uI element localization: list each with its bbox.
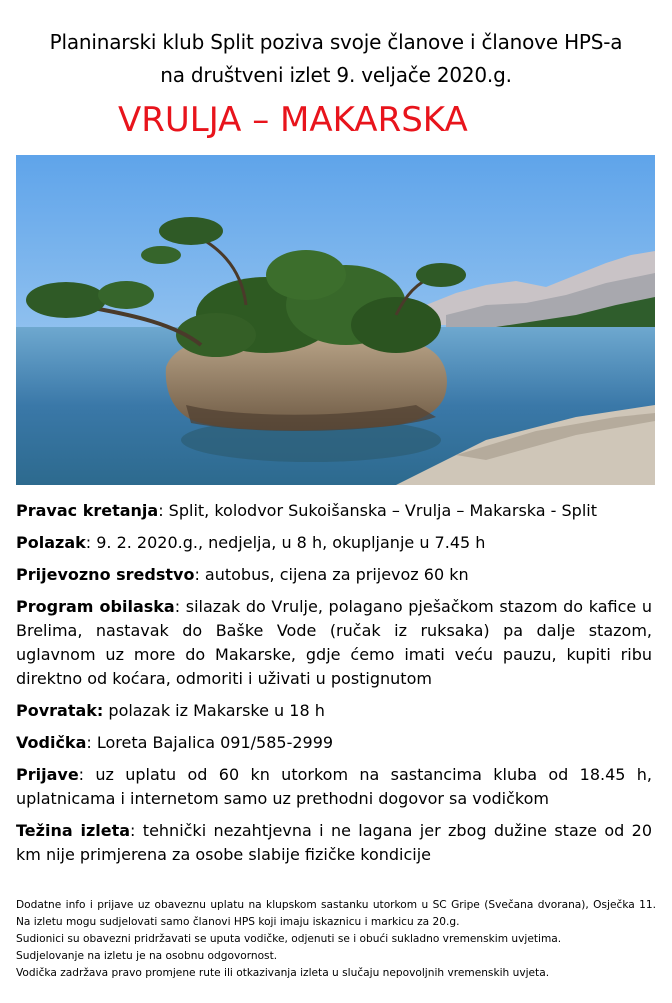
- detail-label: Vodička: [16, 733, 87, 752]
- detail-label: Povratak:: [16, 701, 104, 720]
- detail-guide: [16, 731, 652, 755]
- detail-value: polazak iz Makarske u 18 h: [103, 701, 325, 720]
- note-responsibility: Sudjelovanje na izletu je na osobnu odgovornost.: [16, 950, 278, 962]
- detail-label: Polazak: [16, 533, 86, 552]
- trip-photo: [16, 155, 655, 485]
- detail-label: Prijave: [16, 765, 79, 784]
- detail-transport: [16, 563, 652, 587]
- detail-value: : Split, kolodvor Sukoišanska – Vrulja – Makarska - Split: [158, 501, 597, 520]
- detail-value: : autobus, cijena za prijevoz 60 kn: [194, 565, 469, 584]
- detail-difficulty: [16, 819, 652, 867]
- detail-route: [16, 499, 652, 523]
- detail-label: Pravac kretanja: [16, 501, 159, 520]
- detail-label: Program obilaska: [16, 597, 175, 616]
- note-rules: Sudionici su obavezni pridržavati se uputa vodičke, odjenuti se i obući sukladno vremenskim uvjetima.: [16, 933, 562, 945]
- detail-value: : tehnički nezahtjevna i ne lagana jer zbog dužine staze od 20 km nije primjerena za osobe slabije fizičke kondicije: [16, 821, 652, 864]
- detail-value: : uz uplatu od 60 kn utorkom na sastancima kluba od 18.45 h, uplatnicama i internetom samo uz prethodni dogovor sa vodičkom: [16, 765, 652, 808]
- trip-details: [16, 499, 652, 875]
- detail-value: : silazak do Vrulje, polagano pješačkom stazom do kafice u Brelima, nastavak do Baške Vode (ručak iz ruksaka) pa dalje stazom, uglavnom uz more do Makarske, gdje ćemo imati veću pauzu, kupiti ribu direktno od koćara, odmoriti i uživati u postignutom: [16, 597, 652, 688]
- invitation-line-2: na društveni izlet 9. veljače 2020.g.: [160, 63, 512, 87]
- detail-label: Prijevozno sredstvo: [16, 565, 195, 584]
- detail-value: : Loreta Bajalica 091/585-2999: [86, 733, 334, 752]
- invitation-text: [0, 26, 672, 92]
- detail-registration: [16, 763, 652, 811]
- detail-value: : 9. 2. 2020.g., nedjelja, u 8 h, okupljanje u 7.45 h: [85, 533, 486, 552]
- note-info: Dodatne info i prijave uz obaveznu uplatu na klupskom sastanku utorkom u SC Gripe (Svečana dvorana), Osječka 11. Na izletu mogu sudjelovati samo članovi HPS koji imaju iskaznicu i markicu za 20.g.: [16, 899, 656, 928]
- detail-departure: [16, 531, 652, 555]
- detail-return: [16, 699, 652, 723]
- detail-label: Težina izleta: [16, 821, 131, 840]
- detail-program: [16, 595, 652, 691]
- invitation-line-1: Planinarski klub Split poziva svoje članove i članove HPS-a: [49, 30, 623, 54]
- trip-title: VRULJA – MAKARSKA: [118, 100, 468, 140]
- rock-island-photo: [16, 155, 655, 485]
- note-route-change: Vodička zadržava pravo promjene rute ili otkazivanja izleta u slučaju nepovoljnih vremenskih uvjeta.: [16, 967, 550, 979]
- footer-notes: [16, 897, 656, 982]
